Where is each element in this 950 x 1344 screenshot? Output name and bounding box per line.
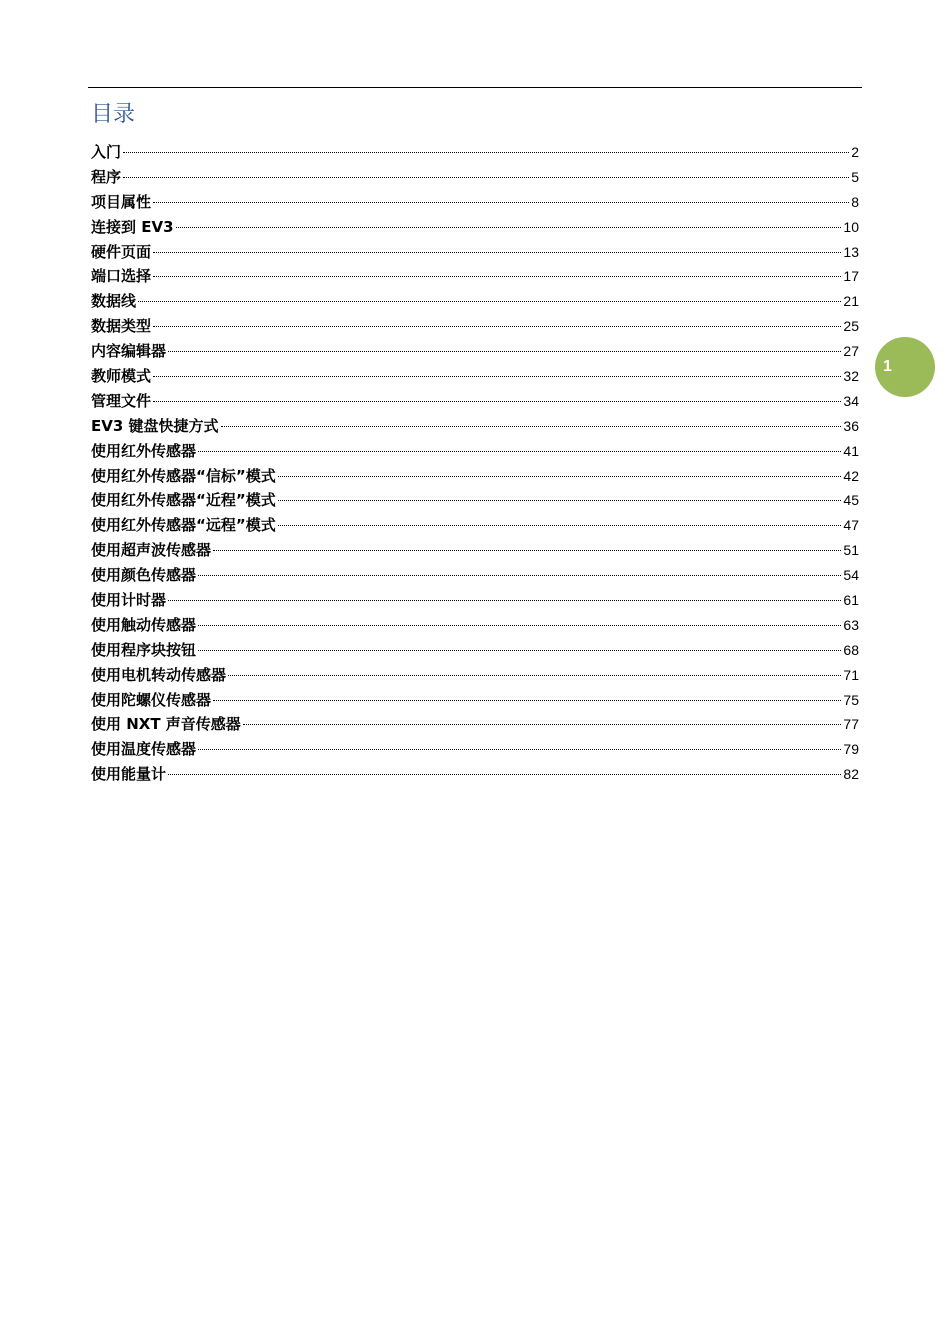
toc-entry[interactable]	[91, 414, 859, 439]
toc-entry[interactable]	[91, 140, 859, 165]
toc-dot-leader	[198, 650, 841, 651]
toc-entry-page: 79	[843, 741, 859, 758]
toc-entry-title: 使用陀螺仪传感器	[91, 690, 212, 709]
toc-entry-page: 13	[843, 243, 859, 260]
toc-entry-title: 项目属性	[91, 192, 152, 211]
toc-entry[interactable]	[91, 240, 859, 265]
toc-entry-page: 42	[843, 467, 859, 484]
toc-entry-page: 45	[843, 492, 859, 509]
toc-entry-page: 47	[843, 517, 859, 534]
toc-entry-page: 34	[843, 392, 859, 409]
toc-entry[interactable]	[91, 289, 859, 314]
toc-entry-title: 使用触动传感器	[91, 615, 197, 634]
toc-entry-title: 使用超声波传感器	[91, 541, 212, 560]
toc-heading: 目录	[91, 102, 136, 127]
toc-dot-leader	[123, 177, 849, 178]
toc-entry-page: 77	[843, 716, 859, 733]
toc-entry-page: 27	[843, 343, 859, 360]
toc-entry-page: 10	[843, 218, 859, 235]
toc-entry-title: 使用红外传感器“远程”模式	[91, 516, 276, 535]
toc-entry-page: 63	[843, 616, 859, 633]
toc-dot-leader	[153, 401, 841, 402]
toc-entry-page: 25	[843, 318, 859, 335]
toc-dot-leader	[228, 675, 841, 676]
toc-entry[interactable]	[91, 165, 859, 190]
toc-dot-leader	[198, 575, 841, 576]
toc-entry[interactable]	[91, 613, 859, 638]
toc-entry-title: 使用红外传感器“信标”模式	[91, 466, 276, 485]
toc-dot-leader	[168, 600, 841, 601]
toc-entry-page: 8	[851, 193, 859, 210]
toc-entry-page: 51	[843, 542, 859, 559]
toc-entry-title: 使用颜色传感器	[91, 566, 197, 585]
toc-dot-leader	[168, 774, 841, 775]
header-rule	[88, 87, 862, 88]
toc-entry[interactable]	[91, 538, 859, 563]
toc-entry-page: 21	[843, 293, 859, 310]
toc-dot-leader	[213, 700, 841, 701]
toc-entry-title: 使用程序块按钮	[91, 640, 197, 659]
toc-dot-leader	[278, 525, 842, 526]
toc-entry-title: 硬件页面	[91, 242, 152, 261]
toc-entry[interactable]	[91, 688, 859, 713]
toc-entry-title: 程序	[91, 167, 122, 186]
toc-entry[interactable]	[91, 663, 859, 688]
toc-dot-leader	[123, 152, 849, 153]
toc-entry-page: 82	[843, 766, 859, 783]
toc-entry[interactable]	[91, 588, 859, 613]
page-number-badge	[875, 337, 935, 397]
toc-entry-title: 连接到 EV3	[91, 217, 174, 236]
toc-dot-leader	[198, 451, 841, 452]
toc-dot-leader	[176, 227, 842, 228]
toc-entry[interactable]	[91, 215, 859, 240]
toc-dot-leader	[243, 724, 842, 725]
toc-entry-title: EV3 键盘快捷方式	[91, 416, 219, 435]
toc-entry-title: 教师模式	[91, 367, 152, 386]
toc-dot-leader	[198, 749, 841, 750]
toc-entry-page: 68	[843, 641, 859, 658]
toc-entry[interactable]	[91, 314, 859, 339]
toc-entry-page: 5	[851, 168, 859, 185]
toc-entry[interactable]	[91, 737, 859, 762]
toc-entry-title: 数据线	[91, 292, 137, 311]
toc-dot-leader	[168, 351, 841, 352]
toc-entry-title: 使用温度传感器	[91, 740, 197, 759]
toc-entry-title: 管理文件	[91, 391, 152, 410]
toc-entry[interactable]	[91, 439, 859, 464]
toc-entry[interactable]	[91, 513, 859, 538]
toc-entry-page: 71	[843, 666, 859, 683]
toc-entry[interactable]	[91, 364, 859, 389]
toc-entry-title: 使用电机转动传感器	[91, 665, 227, 684]
toc-entry-title: 使用红外传感器	[91, 441, 197, 460]
toc-dot-leader	[153, 326, 841, 327]
toc-dot-leader	[153, 276, 841, 277]
toc-entry[interactable]	[91, 464, 859, 489]
toc-entry-page: 2	[851, 144, 859, 160]
toc-dot-leader	[153, 252, 841, 253]
toc-entry[interactable]	[91, 563, 859, 588]
toc-dot-leader	[278, 500, 842, 501]
toc-dot-leader	[213, 550, 841, 551]
toc-entry-page: 36	[843, 417, 859, 434]
toc-entry[interactable]	[91, 712, 859, 737]
toc-entry-title: 使用计时器	[91, 591, 167, 610]
toc-entry[interactable]	[91, 389, 859, 414]
toc-dot-leader	[138, 301, 841, 302]
toc-entry-title: 入门	[91, 143, 122, 161]
toc-entry[interactable]	[91, 638, 859, 663]
toc-dot-leader	[278, 476, 842, 477]
page-number: 1	[883, 358, 892, 375]
toc-entry-title: 内容编辑器	[91, 342, 167, 361]
toc-dot-leader	[153, 202, 849, 203]
toc-entry-title: 端口选择	[91, 267, 152, 286]
toc-entry-page: 61	[843, 592, 859, 609]
toc-entry[interactable]	[91, 488, 859, 513]
toc-entry-title: 使用红外传感器“近程”模式	[91, 491, 276, 510]
toc-entry[interactable]	[91, 762, 859, 787]
toc-dot-leader	[198, 625, 841, 626]
toc-entry-page: 54	[843, 567, 859, 584]
toc-entry-page: 17	[843, 268, 859, 285]
toc-entry[interactable]	[91, 339, 859, 364]
toc-entry[interactable]	[91, 190, 859, 215]
toc-dot-leader	[221, 426, 842, 427]
toc-entry-page: 75	[843, 691, 859, 708]
toc-entry-title: 数据类型	[91, 317, 152, 336]
toc-dot-leader	[153, 376, 841, 377]
toc-entry-page: 41	[843, 442, 859, 459]
toc-entry-title: 使用能量计	[91, 765, 167, 784]
toc-list	[91, 140, 859, 787]
toc-entry-title: 使用 NXT 声音传感器	[91, 715, 241, 734]
toc-entry[interactable]	[91, 264, 859, 289]
toc-entry-page: 32	[843, 368, 859, 385]
